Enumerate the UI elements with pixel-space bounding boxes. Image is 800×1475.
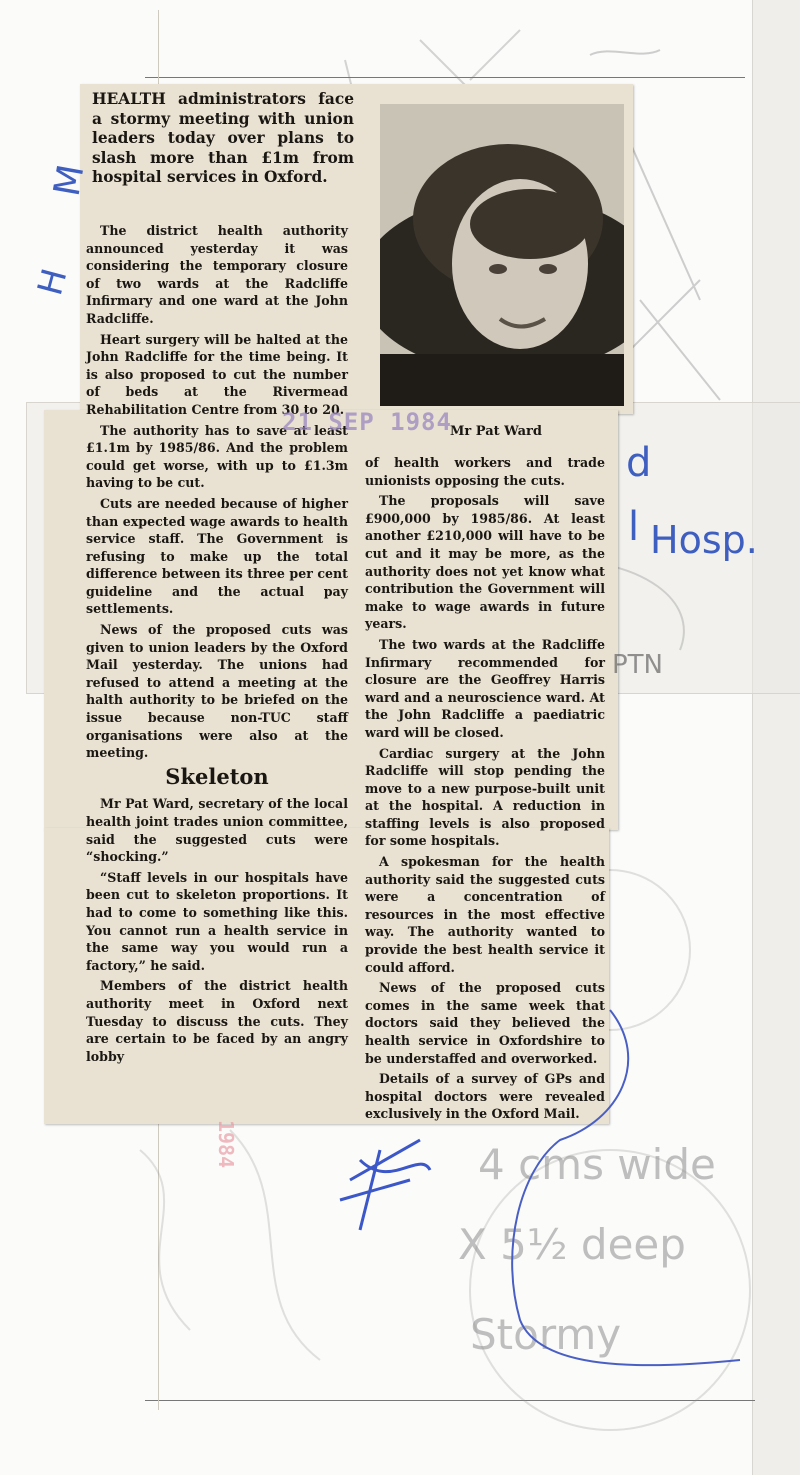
paragraph: A spokesman for the health authority said the suggested cuts were a concentration of resources in the most effective way. The authority wanted to provide the best health service it could afford. [365, 854, 605, 975]
paragraph: News of the proposed cuts comes in the same week that doctors said they believed the health service in Oxfordshire to be understaffed and overworked. [365, 980, 605, 1066]
paragraph: The district health authority announced yesterday it was considering the temporary closure of two wards at the Radcliffe Infirmary and one ward at the John Radcliffe. [86, 223, 348, 326]
paragraph: The two wards at the Radcliffe Infirmary recommended for closure are the Geoffrey Harris ward and a neuroscience ward. At the John Radcliffe a paediatric ward will be closed. [365, 636, 605, 740]
paragraph: Mr Pat Ward, secretary of the local health joint trades union committee, said the suggested cuts were “shocking.” [86, 796, 348, 865]
handwritten-letter: d [626, 440, 652, 486]
paragraph: The authority has to save at least £1.1m by 1985/86. And the problem could get worse, with up to £1.3m having to be cut. [86, 422, 348, 491]
handwritten-hosp: Hosp. [650, 518, 758, 562]
handwritten-letter: l [628, 504, 640, 550]
paragraph: Members of the district health authority meet in Oxford next Tuesday to discuss the cuts. They are certain to be faced by an angry lobby [86, 978, 348, 1064]
lead-paragraph: HEALTH administrators face a stormy meeting with union leaders today over plans to slash more than £1m from hospital services in Oxford. [92, 90, 354, 186]
paragraph: Cuts are needed because of higher than expected wage awards to health service staff. The Government is refusing to make up the total difference between its three per cent guideline and the actual pay settlements. [86, 495, 348, 617]
handwritten-signature [340, 1140, 430, 1230]
pencil-size-deep: X 5½ deep [458, 1220, 686, 1269]
paragraph: Heart surgery will be halted at the John Radcliffe for the time being. It is also proposed to cut the number of beds at the Rivermead Rehabilitation Centre from 30 to 20. [86, 331, 348, 417]
paragraph: of health workers and trade unionists opposing the cuts. [365, 455, 605, 488]
subhead: Skeleton [165, 763, 269, 789]
pencil-ptn: PTN [612, 650, 664, 680]
paragraph: News of the proposed cuts was given to union leaders by the Oxford Mail yesterday. The unions had refused to attend a meeting at the halth authority to be briefed on the issue because non-TUC staff organisations were also at the meeting. [86, 622, 348, 761]
handwritten-letter: H [30, 264, 76, 300]
pencil-size-wide: 4 cms wide [478, 1140, 716, 1189]
date-stamp: 21 SEP 1984 [282, 408, 452, 436]
photo-caption: Mr Pat Ward [450, 424, 542, 439]
paragraph: Details of a survey of GPs and hospital doctors were revealed exclusively in the Oxford Mail. [365, 1071, 605, 1122]
handwritten-letter: M [46, 161, 93, 200]
paragraph: “Staff levels in our hospitals have been cut to skeleton proportions. It had to come to something like this. You cannot run a health service in the same way you would run a factory,” he said. [86, 869, 348, 973]
paragraph: The proposals will save £900,000 by 1985/86. At least another £210,000 will have to be cut and it may be more, as the authority does not yet know what contribution the Government will make to wage awards in future years. [365, 493, 605, 632]
pencil-keyword: Stormy [470, 1310, 622, 1359]
date-stamp-vertical: 1984 [214, 1120, 238, 1169]
paragraph: Cardiac surgery at the John Radcliffe will stop pending the move to a new purpose-built unit at the hospital. A reduction in staffing levels is also proposed for some hospitals. [365, 745, 605, 849]
